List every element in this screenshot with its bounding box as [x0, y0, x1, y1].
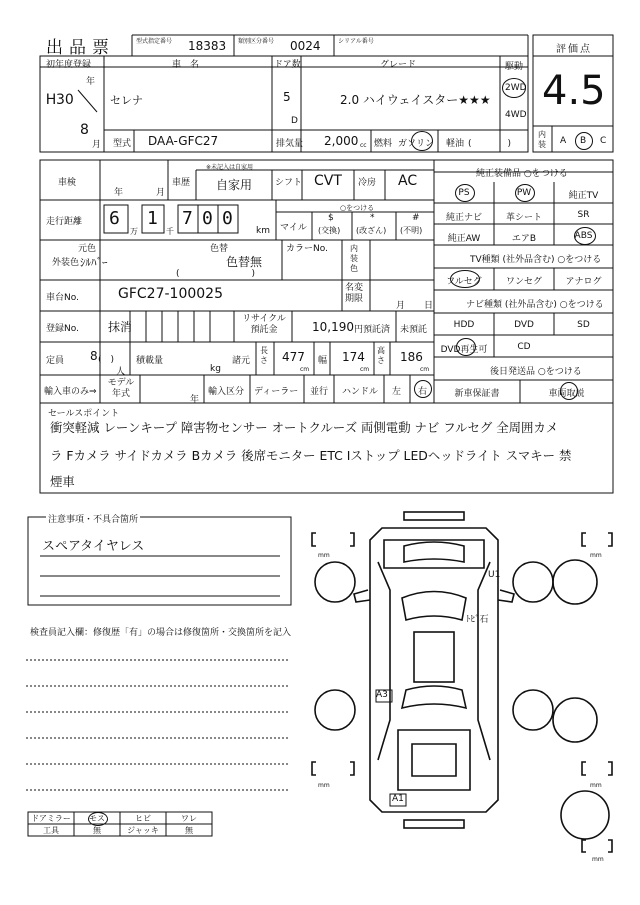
- sales-label: セールスポイント: [48, 409, 120, 419]
- mirror-moss-mark: [88, 812, 108, 826]
- mileage-label: 走行距離: [46, 217, 83, 227]
- capacity-label: 定員: [46, 356, 65, 366]
- mileage-unit: km: [256, 226, 270, 236]
- mark-a3: A3: [376, 690, 388, 700]
- ac-label: 冷房: [358, 178, 377, 188]
- year-unit: 年: [86, 77, 96, 87]
- shift-label: シフト: [275, 178, 303, 188]
- recycle-unit: 円預託済: [354, 325, 391, 335]
- hash-symbol: #: [412, 213, 420, 223]
- handle-label: ハンドル: [342, 387, 379, 397]
- height-unit: cm: [420, 366, 430, 373]
- interior-b: B: [580, 136, 587, 146]
- later-title: 後日発送品 ○をつける: [490, 367, 582, 377]
- tv-analog: アナログ: [565, 277, 602, 287]
- mm-label: mm: [590, 552, 602, 559]
- car-name-label: 車 名: [172, 60, 200, 70]
- era: H: [45, 92, 57, 108]
- category-no: 0024: [290, 39, 321, 53]
- year-num: 30: [56, 92, 74, 108]
- mileage-digit-4: 0: [202, 208, 213, 229]
- repaint-label: 色替: [210, 244, 229, 254]
- inspector-label: 検査員記入欄：修復歴「有」の場合は修復箇所・交換箇所を記入: [30, 628, 292, 638]
- door-type: D: [291, 116, 298, 126]
- not-deposited: 未預託: [400, 325, 428, 335]
- drive-2wd-mark: [502, 78, 526, 98]
- history-label: 車歴: [172, 178, 191, 188]
- type-value: DAA-GFC27: [148, 134, 219, 148]
- inspection-label: 車検: [58, 178, 77, 188]
- equip-pw-mark: [515, 184, 535, 202]
- sales-line-3: 煙車: [50, 474, 75, 489]
- doors-label: ドア数: [274, 60, 301, 70]
- width-label: 幅: [318, 356, 328, 366]
- category-label: 類別区分番号: [238, 38, 275, 45]
- dealer-option: ディーラー: [254, 387, 299, 397]
- score-value: 4.5: [542, 68, 606, 114]
- mm-label: mm: [590, 782, 602, 789]
- navi-title: ナビ種類 (社外品含む) ○をつける: [466, 300, 604, 310]
- jack-label: ジャッキ: [127, 826, 159, 835]
- model-year-unit: 年: [190, 395, 200, 405]
- later-manual-mark: [560, 382, 578, 400]
- equip-ps: PS: [458, 188, 470, 198]
- dollar-symbol: $: [328, 213, 334, 223]
- equip-abs: ABS: [574, 231, 593, 241]
- notes-text: スペアタイヤレス: [42, 539, 145, 554]
- car-name: セレナ: [110, 94, 143, 107]
- fuel-label: 燃料: [374, 139, 393, 149]
- model-cert-no: 18383: [188, 39, 227, 53]
- tv-oneseg: ワンセグ: [505, 277, 542, 287]
- car-damage-diagram: [300, 508, 630, 873]
- equip-pw: PW: [516, 188, 532, 198]
- color-label: 外装色: [52, 258, 80, 268]
- import-label: 輸入車のみ⇒: [44, 387, 97, 397]
- mm-label: mm: [318, 552, 330, 559]
- navi-sd: SD: [577, 320, 590, 330]
- chassis-no: GFC27-100025: [118, 286, 223, 302]
- width-value: 174: [342, 350, 365, 364]
- mileage-unit-man: 万: [130, 227, 138, 236]
- history-note: ※未記入は自家用: [206, 164, 254, 171]
- jack-value: 無: [185, 826, 193, 835]
- mileage-unit-sen: 千: [166, 227, 174, 236]
- import-type-label: 輸入区分: [208, 387, 245, 397]
- mile-label: マイル: [280, 223, 307, 233]
- recycle-value: 10,190: [312, 320, 354, 334]
- handle-right: 右: [418, 387, 428, 397]
- sales-line-2: ラ Fカメラ サイドカメラ Bカメラ 後席モニター ETC Iストップ LEDヘッドライト スマキー 禁: [50, 448, 572, 463]
- star-symbol: *: [370, 213, 375, 223]
- model-year-label: モデル年式: [107, 378, 135, 399]
- tv-fullseg-mark: [450, 270, 480, 288]
- length-value: 477: [282, 350, 305, 364]
- interior-color-label: 内装色: [350, 244, 358, 273]
- expiry-day: 日: [424, 301, 434, 311]
- equip-sr: SR: [577, 210, 590, 220]
- load-unit: kg: [210, 364, 221, 374]
- capacity-value: 8: [90, 349, 98, 363]
- notes-label: 注意事項・不具合箇所: [46, 512, 140, 525]
- color-no-label: カラーNo.: [286, 244, 328, 254]
- dollar-note: (交換): [318, 226, 341, 235]
- equip-aw: 純正AW: [447, 234, 481, 244]
- length-unit: cm: [300, 366, 310, 373]
- equip-airbag: エアB: [511, 234, 537, 244]
- drive-2wd: 2WD: [505, 83, 527, 93]
- orig-color-label: 元色: [78, 244, 97, 254]
- capacity-unit: 人: [116, 367, 126, 377]
- later-warranty: 新車保証書: [454, 389, 500, 399]
- navi-hdd: HDD: [453, 320, 475, 330]
- mileage-digit-1: 6: [109, 208, 120, 229]
- mark-tobi: ﾄﾋﾞ石: [466, 615, 489, 625]
- doors-value: 5: [283, 90, 291, 104]
- height-value: 186: [400, 350, 423, 364]
- diesel-paren: ( ): [468, 139, 512, 149]
- navi-dvd: DVD: [514, 320, 534, 330]
- grade-value: 2.0 ハイウェイスター★★★: [340, 93, 491, 107]
- fuel-mark: [411, 131, 433, 151]
- tv-fullseg: フルセグ: [446, 277, 482, 287]
- mileage-digit-5: 0: [222, 208, 233, 229]
- inspection-month-unit: 月: [156, 188, 166, 198]
- interior-label: 内装: [538, 130, 546, 149]
- interior-b-mark: [575, 132, 593, 150]
- repaint-paren: ( ): [176, 269, 256, 279]
- navi-dvd-play: DVD再生可: [440, 345, 488, 355]
- hash-note: (不明): [400, 226, 423, 235]
- length-label: 長さ: [260, 346, 268, 365]
- width-unit: cm: [360, 366, 370, 373]
- mark-a1: A1: [392, 794, 404, 804]
- orig-color: ｼﾙﾊﾞｰ: [80, 256, 108, 269]
- navi-cd: CD: [517, 342, 531, 352]
- type-label: 型式: [113, 139, 132, 149]
- shift-value: CVT: [314, 173, 342, 189]
- equip-leather: 革シート: [505, 213, 542, 223]
- parallel-option: 並行: [310, 387, 329, 397]
- history-value: 自家用: [216, 178, 253, 192]
- mileage-circle-note: ○をつける: [340, 204, 375, 212]
- score-label: 評価点: [556, 44, 592, 55]
- height-label: 高さ: [377, 346, 385, 365]
- month-unit: 月: [92, 140, 102, 150]
- handle-right-mark: [414, 380, 432, 398]
- chassis-label: 車台No.: [46, 293, 79, 303]
- mm-label: mm: [592, 856, 604, 863]
- displacement-value: 2,000: [324, 134, 359, 148]
- tools-value: 無: [93, 826, 101, 835]
- equip-abs-mark: [574, 227, 596, 245]
- load-label: 積載量: [136, 356, 164, 366]
- star-note: (改ざん): [356, 226, 387, 235]
- mirror-moss: モス: [89, 814, 105, 823]
- expiry-month: 月: [396, 301, 406, 311]
- mm-label: mm: [318, 782, 330, 789]
- interior-a: A: [560, 136, 567, 146]
- drive-4wd: 4WD: [505, 110, 527, 120]
- dims-label: 諸元: [232, 356, 251, 366]
- displacement-label: 排気量: [276, 139, 304, 149]
- drive-label: 駆動: [505, 62, 524, 72]
- door-mirror-label: ドアミラー: [31, 814, 71, 823]
- later-manual: 車両取説: [548, 389, 585, 399]
- handle-left: 左: [392, 387, 402, 397]
- repaint-value: 色替無: [226, 255, 263, 269]
- ac-value: AC: [398, 173, 418, 189]
- equip-tv: 純正TV: [568, 191, 599, 201]
- mileage-digit-2: 1: [147, 208, 158, 229]
- tv-title: TV種類 (社外品含む) ○をつける: [470, 255, 602, 265]
- tools-label: 工具: [43, 826, 59, 835]
- navi-dvd-play-mark: [456, 338, 476, 356]
- form-title: 出品票: [46, 38, 115, 58]
- equip-navi: 純正ナビ: [445, 213, 482, 223]
- model-cert-label: 型式指定番号: [136, 38, 173, 45]
- equip-ps-mark: [455, 184, 475, 202]
- first-reg-label: 初年度登録: [46, 60, 92, 70]
- displacement-unit: cc: [360, 142, 367, 149]
- mark-u1: U1: [488, 570, 501, 580]
- diesel-label: 軽油: [446, 139, 465, 149]
- recycle-label: リサイクル預託金: [242, 314, 286, 335]
- expiry-label: 名変期限: [345, 283, 364, 304]
- mirror-break: ワレ: [181, 814, 197, 823]
- fuel-value: ガソリン: [398, 139, 435, 149]
- mirror-crack: ヒビ: [135, 814, 151, 823]
- reg-value: 抹消: [108, 320, 133, 334]
- grade-label: グレード: [380, 60, 417, 70]
- inspection-year-unit: 年: [114, 188, 124, 198]
- capacity-paren: ( ): [98, 355, 115, 365]
- interior-c: C: [600, 136, 607, 146]
- equipment-title: 純正装備品 ○をつける: [476, 169, 568, 179]
- serial-label: シリアル番号: [338, 38, 374, 45]
- mileage-digit-3: 7: [182, 208, 193, 229]
- reg-label: 登録No.: [46, 324, 79, 334]
- sales-line-1: 衝突軽減 レーンキープ 障害物センサー オートクルーズ 両側電動 ナビ フルセグ 全周囲カメ: [50, 420, 559, 435]
- month-num: 8: [80, 122, 89, 138]
